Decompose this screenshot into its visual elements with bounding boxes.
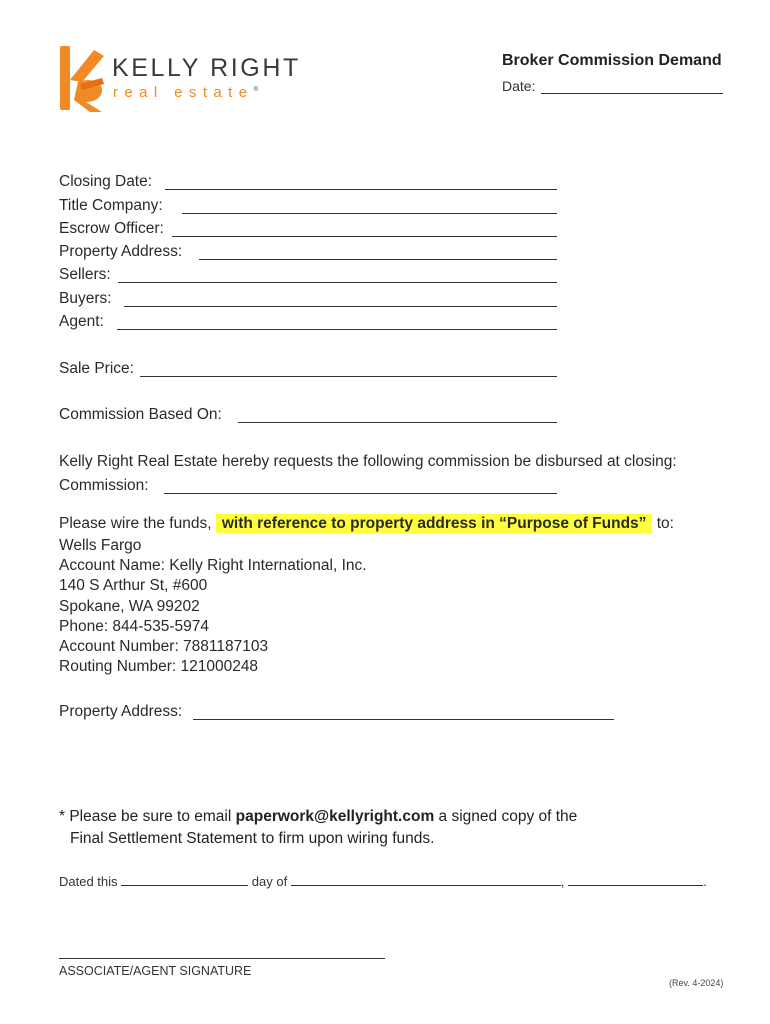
date-label: Date:	[502, 78, 536, 94]
bank-city: Spokane, WA 99202	[59, 597, 200, 615]
wire-property-address-label: Property Address:	[59, 703, 183, 720]
agent-field[interactable]	[117, 329, 557, 330]
bank-phone: Phone: 844-535-5974	[59, 617, 209, 635]
note-prefix: * Please be sure to email	[59, 808, 232, 825]
commission-based-on-field[interactable]	[238, 422, 557, 423]
routing-number: Routing Number: 121000248	[59, 658, 259, 676]
dated-this-label: Dated this	[59, 874, 118, 889]
note-suffix: a signed copy of the	[438, 808, 578, 825]
escrow-officer-label: Escrow Officer:	[59, 220, 164, 237]
commission-based-on-label: Commission Based On:	[59, 406, 222, 423]
dated-period: .	[703, 874, 707, 889]
title-company-label: Title Company:	[59, 197, 163, 214]
buyers-field[interactable]	[124, 306, 557, 307]
wire-intro: Please wire the funds,	[59, 515, 212, 532]
agent-label: Agent:	[59, 313, 104, 330]
brand-name: KELLY RIGHT	[112, 54, 301, 82]
title-company-field[interactable]	[182, 213, 557, 214]
signature-field[interactable]	[59, 958, 385, 959]
account-name: Account Name: Kelly Right International, Inc.	[59, 557, 367, 575]
dated-month-field[interactable]	[291, 874, 561, 886]
commission-label: Commission:	[59, 477, 149, 494]
email-note	[59, 806, 577, 850]
dated-line	[59, 874, 707, 889]
bank-street: 140 S Arthur St, #600	[59, 577, 208, 595]
signature-label: ASSOCIATE/AGENT SIGNATURE	[59, 964, 252, 978]
sellers-field[interactable]	[118, 282, 557, 283]
account-number: Account Number: 7881187103	[59, 638, 269, 656]
sellers-label: Sellers:	[59, 266, 111, 283]
bank-details	[59, 536, 367, 677]
wire-outro: to:	[656, 515, 674, 532]
revision-label: (Rev. 4-2024)	[669, 978, 724, 988]
bank-name: Wells Fargo	[59, 537, 142, 554]
brand-subtitle: real estate®	[113, 84, 258, 101]
dated-year-field[interactable]	[568, 874, 703, 886]
buyers-label: Buyers:	[59, 290, 112, 307]
paperwork-email: paperwork@kellyright.com	[235, 808, 435, 825]
wire-property-address-field[interactable]	[193, 719, 614, 720]
date-field[interactable]	[541, 93, 723, 94]
property-address-label: Property Address:	[59, 243, 183, 260]
closing-date-label: Closing Date:	[59, 173, 153, 190]
day-of-label: day of	[251, 874, 288, 889]
commission-request-statement: Kelly Right Real Estate hereby requests the following commission be disbursed at closing:	[59, 453, 677, 470]
commission-field[interactable]	[164, 493, 557, 494]
note-line-2: Final Settlement Statement to firm upon wiring funds.	[70, 830, 435, 847]
dated-day-field[interactable]	[121, 874, 248, 886]
purpose-of-funds-highlight: with reference to property address in “Purpose of Funds”	[216, 514, 653, 533]
wire-instructions	[59, 515, 674, 533]
sale-price-field[interactable]	[140, 376, 557, 377]
closing-date-field[interactable]	[165, 189, 557, 190]
property-address-field[interactable]	[199, 259, 557, 260]
escrow-officer-field[interactable]	[172, 236, 557, 237]
dated-comma: ,	[560, 874, 565, 889]
sale-price-label: Sale Price:	[59, 360, 134, 377]
registered-mark-icon: ®	[253, 87, 258, 93]
document-title: Broker Commission Demand	[502, 52, 722, 69]
